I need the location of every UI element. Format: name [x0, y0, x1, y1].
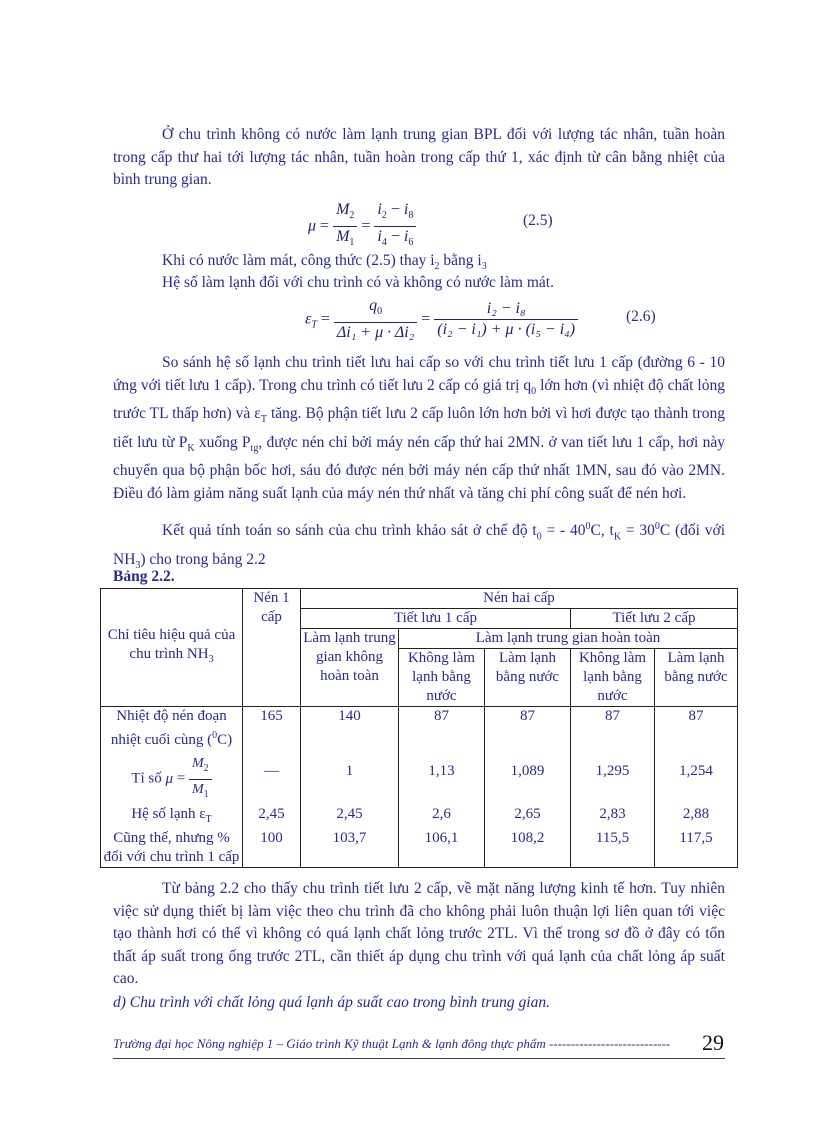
table-cell: 87 [655, 707, 738, 751]
table-cell: — [243, 750, 301, 805]
table-row [101, 707, 738, 751]
header-water-1: Làm lạnh bằng nước [485, 649, 571, 707]
table-cell: 2,65 [485, 805, 571, 829]
table-title: Bảng 2.2. [113, 568, 175, 585]
table-cell: 87 [571, 707, 655, 751]
paragraph-intro-text: Ở chu trình không có nước làm lạnh trung gian BPL đối với lượng tác nhân, tuần hoàn trong cấp thư hai tới lượng tác nhân, tuần hoàn trong cấp thứ 1, xác định từ cân bằng nhiệt của bình trung gian. [113, 126, 725, 188]
header-one-stage: Nén 1 cấp [243, 589, 301, 707]
table-cell: 2,45 [301, 805, 399, 829]
row-label: Hệ số lạnh $\varepsilon_T$ [101, 805, 243, 829]
formula-fraction-enthalpy: $\frac{\text{i₂ − i₈}}{\text{(i₂ − i₁) + μ · (i₅ − i₄)}}$ [434, 299, 578, 340]
header-water-2: Làm lạnh bằng nước [655, 649, 738, 707]
table-cell: 2,83 [571, 805, 655, 829]
table-cell: 117,5 [655, 829, 738, 868]
table-cell: 106,1 [399, 829, 485, 868]
formula-2-6: $\varepsilon_T$ = $\frac{q_0}{\text{Δi₁ + μ · Δi₂}}$ = $\frac{\text{i₂ − i₈}}{\text{(i₂ − i₁) + μ · (i₅ − i₄)}}$ [305, 296, 578, 343]
table-cell: 87 [485, 707, 571, 751]
table-header-row [101, 589, 738, 609]
formula-mu: μ [308, 217, 317, 235]
header-no-water-2: Không làm lạnh bằng nước [571, 649, 655, 707]
table-cell: 2,88 [655, 805, 738, 829]
table-cell: 165 [243, 707, 301, 751]
table-cell: 1,254 [655, 750, 738, 805]
equation-number-2-5: (2.5) [523, 212, 553, 229]
table-cell: 2,6 [399, 805, 485, 829]
footer-divider [113, 1058, 725, 1059]
paragraph-intro [113, 124, 725, 192]
header-two-stage: Nén hai cấp [301, 589, 738, 609]
formula-2-5: μ = $\frac{M_2}{M_1}$ = $\frac{i_2 - i_8}{i_4 - i_6}$ [308, 200, 416, 253]
formula-fraction-i: $\frac{i_2 - i_8}{i_4 - i_6}$ [374, 200, 416, 253]
header-full-cool: Làm lạnh trung gian hoàn toàn [399, 629, 738, 649]
table-row [101, 829, 738, 868]
table-cell: 1,089 [485, 750, 571, 805]
table-cell: 140 [301, 707, 399, 751]
table-cell: 2,45 [243, 805, 301, 829]
table-cell: 100 [243, 829, 301, 868]
paragraph-comparison: So sánh hệ số lạnh chu trình tiết lưu hai cấp so với chu trình tiết lưu 1 cấp (đường 6 - 10 ứng với tiết lưu 1 cấp). Trong chu trình có tiết lưu 2 cấp có giá trị $q_0$ lớn hơn (vì nhiệt độ chất lỏng trước TL thấp hơn) và $\varepsilon_T$ tăng. Bộ phận tiết lưu 2 cấp luôn lớn hơn bởi vì hơi được tạo thành trong tiết lưu từ $P_K$ xuống $P_{tg}$, được nén chỉ bởi máy nén cấp thứ hai 2MN. ở van tiết lưu 1 cấp, hơi này chuyển qua bộ phận bốc hơi, sáu đó được nén bởi máy nén cấp thứ nhất 1MN, sau đó vào 2MN. Điều đó làm giảm năng suất lạnh của máy nén thứ nhất và tăng chi phí công suất để nén hơi. [113, 354, 725, 502]
header-throttle-2: Tiết lưu 2 cấp [571, 609, 738, 629]
paragraph-cooling-note: Khi có nước làm mát, công thức (2.5) thay $i_2$ bằng $i_3$ [162, 252, 487, 273]
table-cell: 1,295 [571, 750, 655, 805]
table-row [101, 750, 738, 805]
table-cell: 1,13 [399, 750, 485, 805]
equation-number-2-6: (2.6) [626, 308, 656, 325]
table-row [101, 805, 738, 829]
table-cell: 87 [399, 707, 485, 751]
row-label: Cũng thế, nhưng % đối với chu trình 1 cấp [101, 829, 243, 868]
formula-fraction-q: $\frac{q_0}{\text{Δi₁ + μ · Δi₂}}$ [334, 296, 417, 343]
comparison-table [100, 588, 738, 868]
header-no-water-1: Không làm lạnh bằng nước [399, 649, 485, 707]
paragraph-results: Kết quả tính toán so sánh của chu trình khảo sát ở chế độ $t_0$ = - $40^0C$, $t_K = 30^0C$ (đối với $NH_3$) cho trong bảng 2.2 [113, 521, 726, 571]
formula-fraction-m: $\frac{M_2}{M_1}$ [333, 200, 357, 253]
table-cell: 115,5 [571, 829, 655, 868]
table-cell: 108,2 [485, 829, 571, 868]
paragraph-conclusion: Từ bảng 2.2 cho thấy chu trình tiết lưu 2 cấp, về mặt năng lượng kinh tế hơn. Tuy nhiên việc sử dụng thiết bị làm việc theo chu trình đã cho không phải luôn thuận lợi liên quan tới việc tạo thành hơi có thể vì không có quá lạnh chất lỏng trước 2TL. Vì thế trong sơ đồ ở đây có tổn thất áp suất trong ống trước 2TL, cần thiết áp dụng chu trình với quá lạnh của chất lỏng áp suất cao. [113, 880, 725, 987]
page-number: 29 [702, 1030, 724, 1055]
header-partial-cool: Làm lạnh trung gian không hoàn toàn [301, 629, 399, 707]
section-heading-d: d) Chu trình với chất lỏng quá lạnh áp suất cao trong bình trung gian. [113, 994, 550, 1011]
row-label: Tỉ số μ = $\frac{M_2}{M_1}$ [101, 750, 243, 805]
header-criteria: Chỉ tiêu hiệu quả của chu trình $NH_3$ [101, 589, 243, 707]
paragraph-cop-intro: Hệ số làm lạnh đối với chu trình có và không có nước làm mát. [162, 274, 554, 291]
header-throttle-1: Tiết lưu 1 cấp [301, 609, 571, 629]
row-label: Nhiệt độ nén đoạn nhiệt cuối cùng ($^0$C) [101, 707, 243, 751]
table-cell: 1 [301, 750, 399, 805]
page-footer: Trường đại học Nông nghiệp 1 – Giáo trình Kỹ thuật Lạnh & lạnh đông thực phẩm ---------------------------- [113, 1036, 671, 1051]
table-cell: 103,7 [301, 829, 399, 868]
